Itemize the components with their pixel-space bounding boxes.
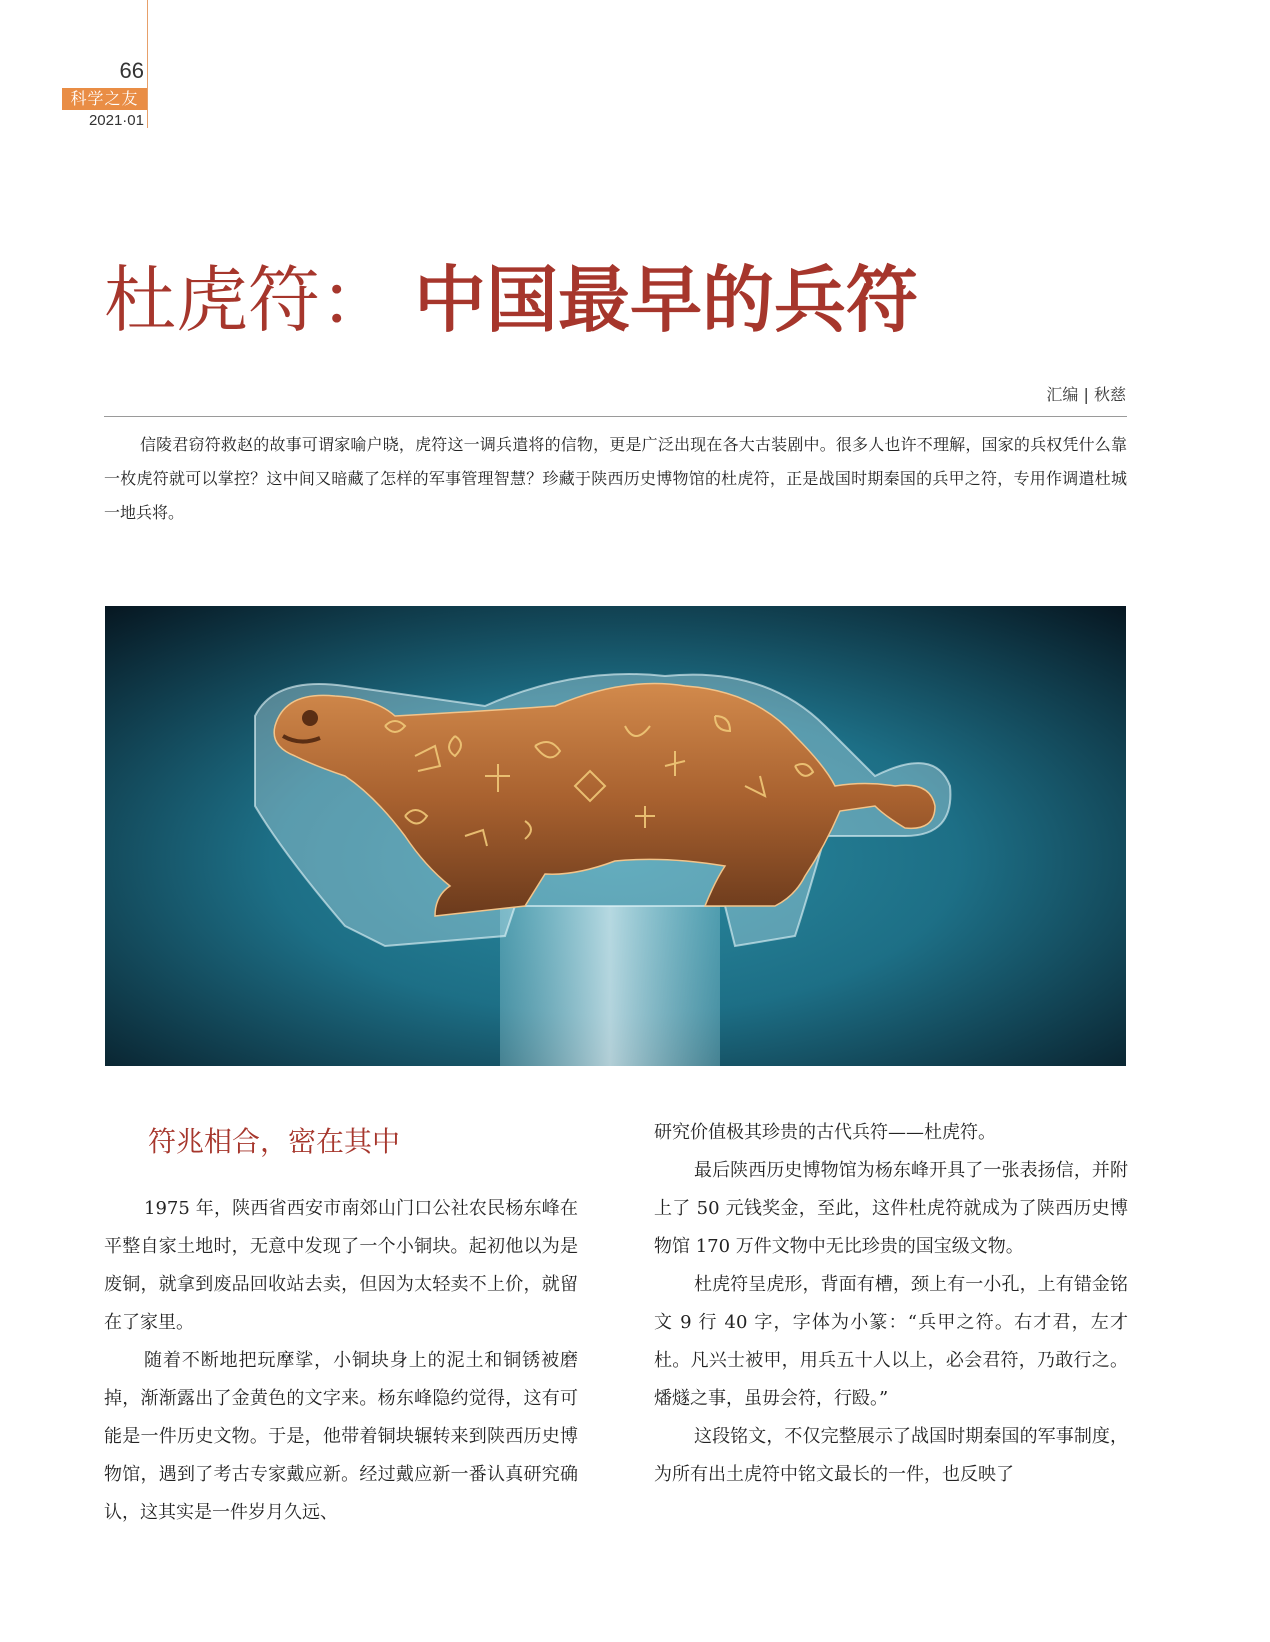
- header-divider-line: [147, 0, 148, 128]
- body-paragraph: 1975 年，陕西省西安市南郊山门口公社农民杨东峰在平整自家土地时，无意中发现了一个小铜块。起初他以为是废铜，就拿到废品回收站去卖，但因为太轻卖不上价，就留在了家里。: [104, 1198, 578, 1333]
- article-title-part2: 中国最早的兵符: [414, 258, 919, 342]
- intro-paragraph: 信陵君窃符救赵的故事可谓家喻户晓，虎符这一调兵遣将的信物，更是广泛出现在各大古装剧中。很多人也许不理解，国家的兵权凭什么靠一枚虎符就可以掌控？这中间又暗藏了怎样的军事管理智慧？珍藏于陕西历史博物馆的杜虎符，正是战国时期秦国的兵甲之符，专用作调遣杜城一地兵将。: [104, 435, 1127, 522]
- page-number: 66: [119, 58, 144, 83]
- body-paragraph: 这段铭文，不仅完整展示了战国时期秦国的军事制度，为所有出土虎符中铭文最长的一件，也反映了: [654, 1426, 1128, 1485]
- title-rule: [104, 416, 1127, 417]
- tiger-tally-photo: [105, 606, 1126, 1066]
- magazine-name-badge: 科学之友: [62, 88, 147, 110]
- body-paragraph: 随着不断地把玩摩挲，小铜块身上的泥土和铜锈被磨掉，渐渐露出了金黄色的文字来。杨东峰隐约觉得，这有可能是一件历史文物。于是，他带着铜块辗转来到陕西历史博物馆，遇到了考古专家戴应新。经过戴应新一番认真研究确认，这其实是一件岁月久远、: [104, 1350, 578, 1523]
- bronze-tiger-tally-icon: [105, 606, 1126, 1066]
- body-paragraph: 最后陕西历史博物馆为杨东峰开具了一张表扬信，并附上了 50 元钱奖金，至此，这件杜虎符就成为了陕西历史博物馆 170 万件文物中无比珍贵的国宝级文物。: [654, 1160, 1128, 1257]
- section-heading: 符兆相合，密在其中: [148, 1125, 401, 1158]
- byline: 汇编 | 秋慈: [1046, 385, 1126, 404]
- body-paragraph: 杜虎符呈虎形，背面有槽，颈上有一小孔，上有错金铭文 9 行 40 字，字体为小篆：“兵甲之符。右才君，左才杜。凡兴士被甲，用兵五十人以上，必会君符，乃敢行之。燔燧之事，虽毋会符，行殹。”: [654, 1274, 1128, 1409]
- body-paragraph-continuation: 研究价值极其珍贵的古代兵符——杜虎符。: [654, 1122, 996, 1143]
- article-title-part1: 杜虎符：: [104, 258, 393, 342]
- right-column: [654, 1114, 1128, 1494]
- left-column: [104, 1190, 578, 1532]
- article-title: [104, 255, 918, 345]
- issue-number: 2021·01: [88, 112, 144, 129]
